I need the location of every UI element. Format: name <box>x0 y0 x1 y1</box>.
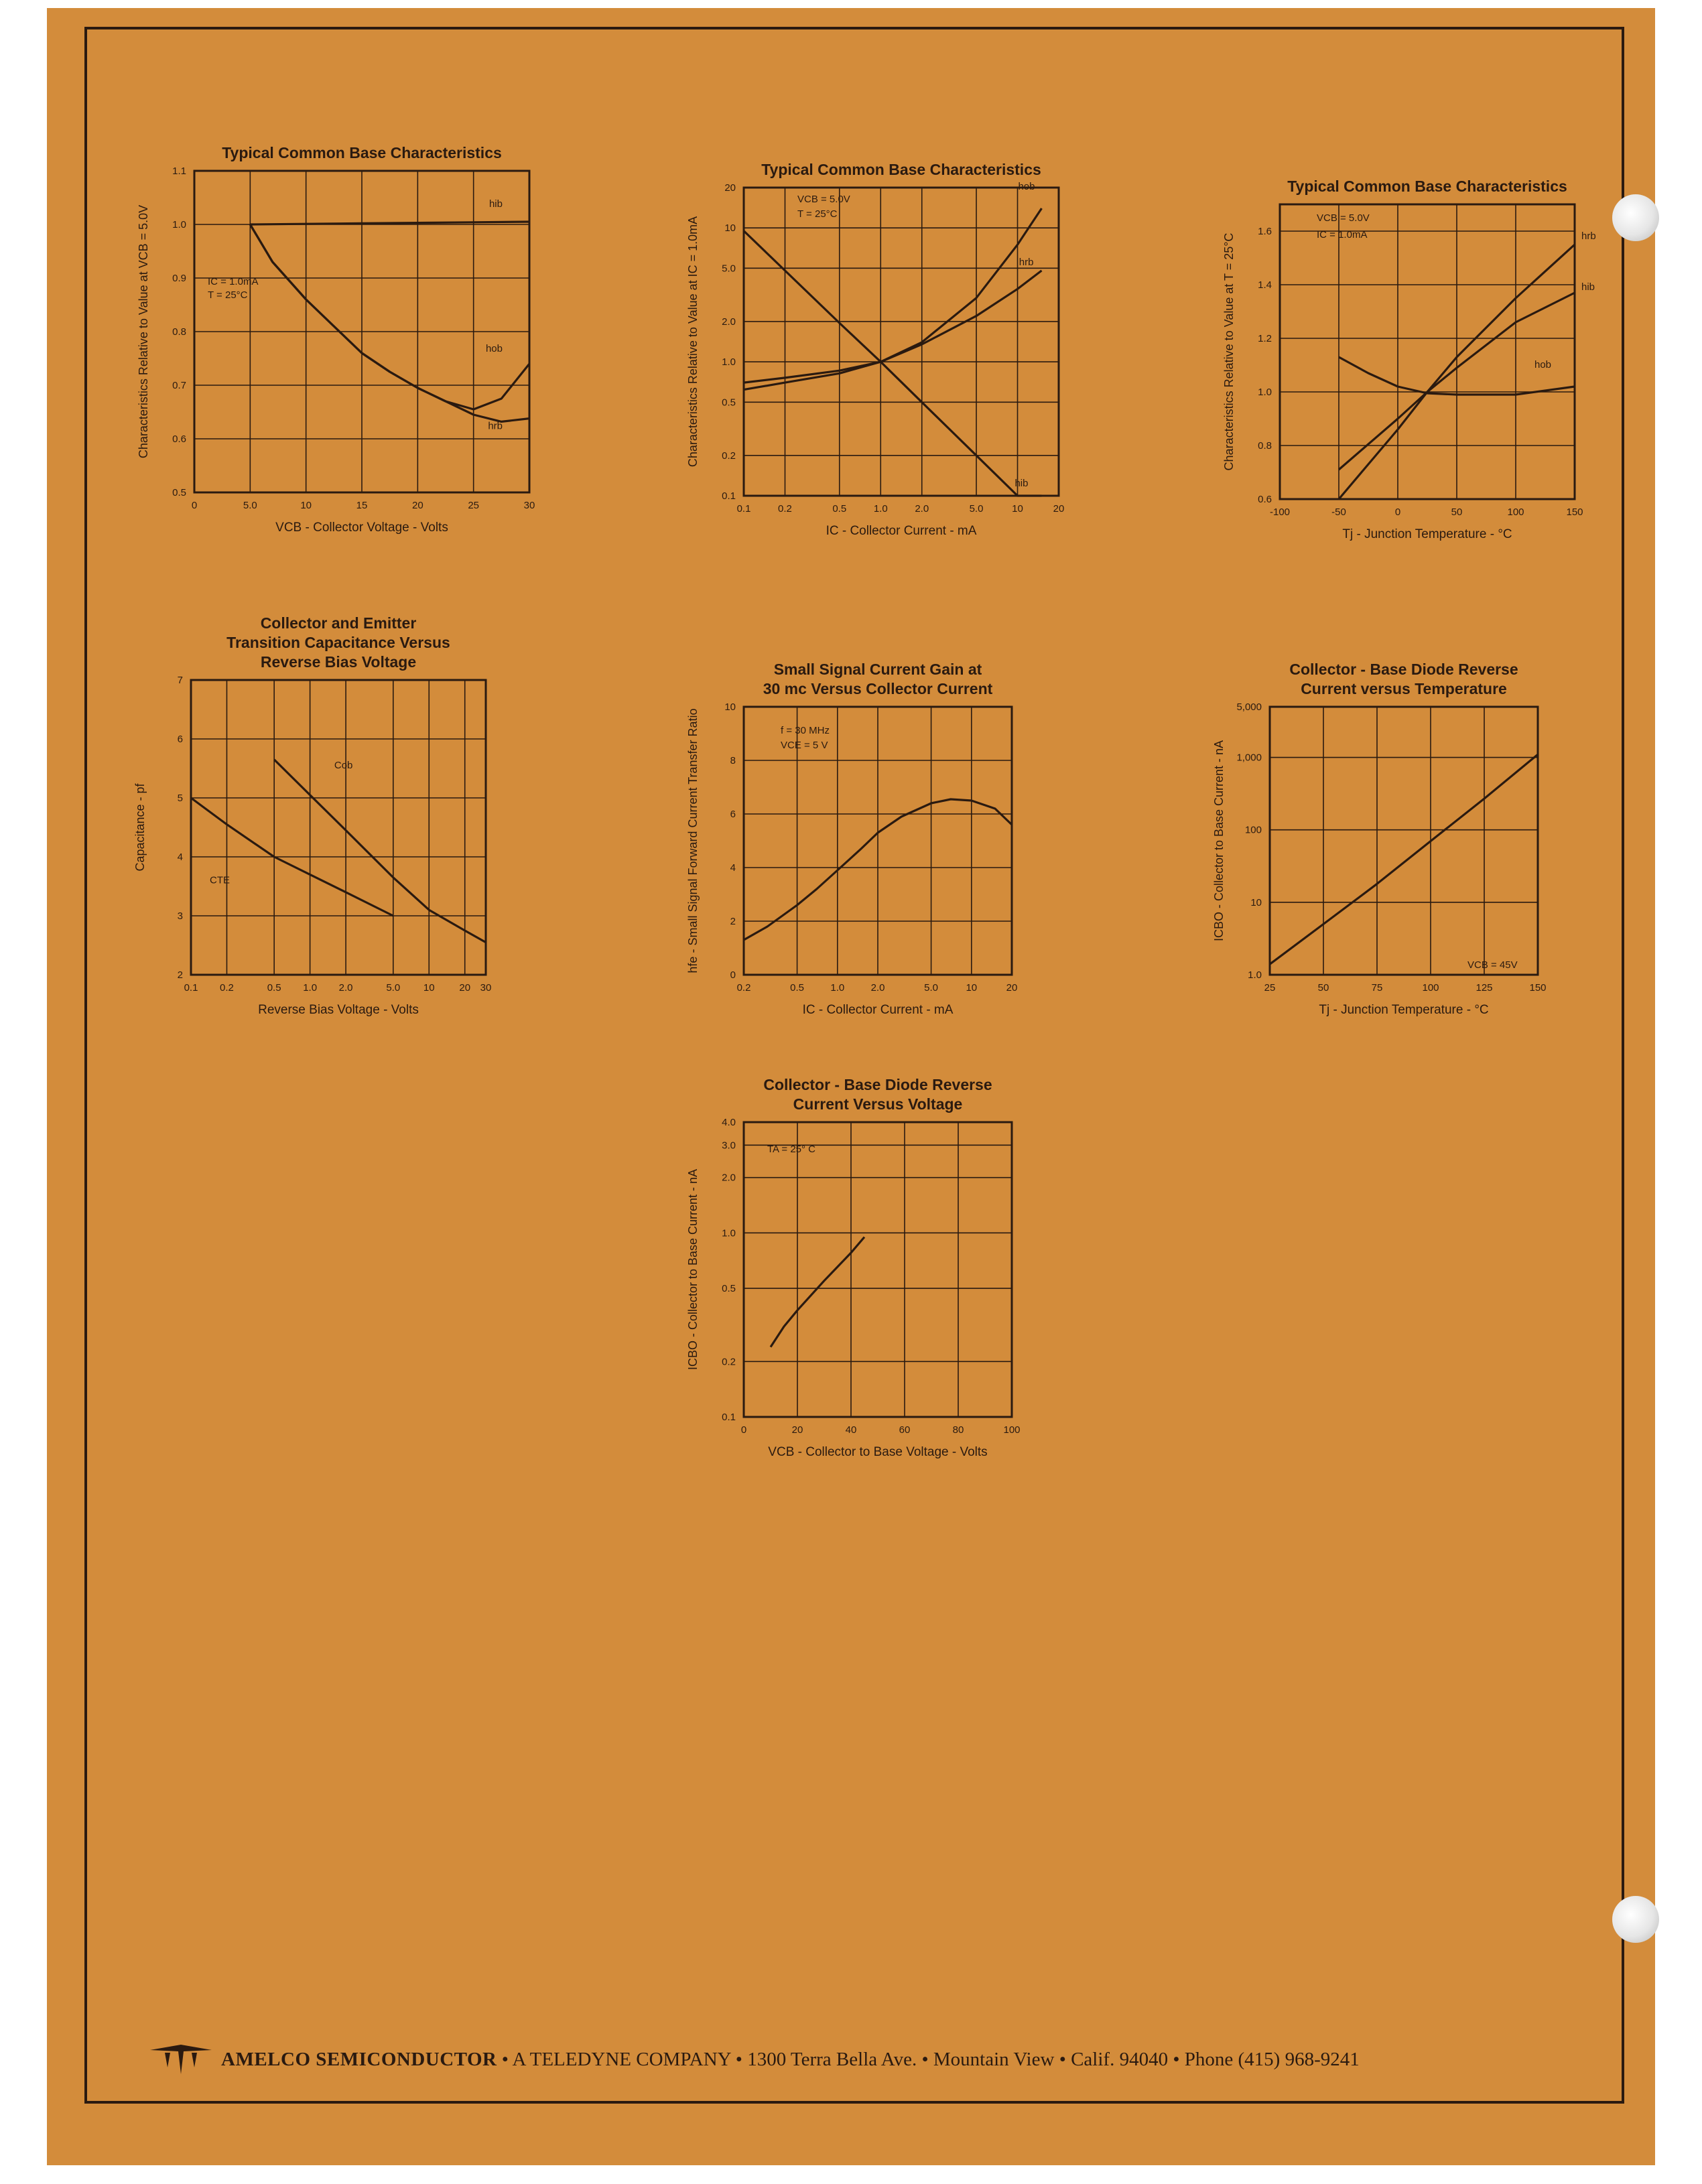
x-tick-label: 10 <box>966 982 978 994</box>
x-tick-label: 2.0 <box>870 982 885 994</box>
chart-svg <box>1213 164 1615 553</box>
y-tick-label: 1.0 <box>1258 387 1272 398</box>
chart-annotation: f = 30 MHz <box>781 725 830 736</box>
chart-title-line: Collector - Base Diode Reverse <box>763 1076 992 1093</box>
y-tick-label: 10 <box>724 222 736 234</box>
chart-annotation: VCE = 5 V <box>781 740 828 751</box>
chart-title-line: Typical Common Base Characteristics <box>1287 178 1567 195</box>
chart-svg <box>677 147 1106 549</box>
series-label: hob <box>485 343 503 354</box>
y-tick-label: 1.0 <box>1248 969 1262 981</box>
chart-svg <box>677 653 1052 1055</box>
chart-svg <box>1212 657 1601 1045</box>
y-tick-label: 20 <box>724 182 736 194</box>
y-tick-label: 3 <box>177 910 183 922</box>
x-axis-label: Tj - Junction Temperature - °C <box>1319 1003 1489 1017</box>
y-axis-label: ICBO - Collector to Base Current - nA <box>686 1168 700 1371</box>
y-tick-label: 1.0 <box>722 1227 736 1239</box>
x-axis-label: VCB - Collector to Base Voltage - Volts <box>768 1445 988 1459</box>
y-tick-label: 3.0 <box>722 1140 736 1152</box>
plot-frame <box>191 680 486 975</box>
x-tick-label: 150 <box>1529 982 1547 994</box>
x-tick-label: 0 <box>1394 506 1401 518</box>
x-tick-label: 2.0 <box>338 982 353 994</box>
x-tick-label: 30 <box>480 982 492 994</box>
phone-number: Phone (415) 968-9241 <box>1184 2049 1360 2070</box>
company-name: AMELCO SEMICONDUCTOR <box>221 2049 497 2070</box>
series-line <box>1270 754 1538 964</box>
x-tick-label: 0.5 <box>267 982 281 994</box>
chart-annotation: IC = 1.0mA <box>208 276 259 287</box>
chart-common-base-vs-vcb <box>121 134 549 549</box>
x-tick-label: 1.0 <box>303 982 318 994</box>
x-tick-label: 25 <box>468 500 480 511</box>
x-tick-label: 0.1 <box>736 503 751 515</box>
chart-svg <box>134 613 509 1028</box>
chart-annotation: TA = 25° C <box>767 1144 816 1155</box>
series-label: Cob <box>334 760 353 771</box>
chart-svg <box>683 1069 1059 1471</box>
y-tick-label: 1.0 <box>172 219 186 230</box>
chart-title-line: Typical Common Base Characteristics <box>222 144 502 161</box>
x-tick-label: 100 <box>1003 1424 1021 1436</box>
city: Mountain View <box>933 2049 1055 2070</box>
y-tick-label: 0 <box>730 969 736 981</box>
y-tick-label: 4 <box>177 851 183 863</box>
x-axis-label: IC - Collector Current - mA <box>826 524 977 538</box>
y-tick-label: 0.5 <box>172 487 186 498</box>
y-tick-label: 0.9 <box>172 273 186 284</box>
y-tick-label: 4.0 <box>722 1117 736 1128</box>
chart-annotation: VCB = 5.0V <box>1317 212 1370 224</box>
x-tick-label: 0.5 <box>832 503 847 515</box>
x-tick-label: 20 <box>411 500 423 511</box>
x-tick-label: 0.2 <box>220 982 234 994</box>
chart-annotation: T = 25°C <box>797 208 838 220</box>
y-tick-label: 0.8 <box>172 326 186 338</box>
series-label: hrb <box>1581 230 1596 242</box>
chart-common-base-vs-temperature <box>1213 164 1615 553</box>
x-axis-label: Tj - Junction Temperature - °C <box>1342 527 1512 541</box>
y-tick-label: 0.2 <box>722 450 736 462</box>
y-tick-label: 6 <box>177 734 183 745</box>
y-tick-label: 1.6 <box>1258 226 1272 237</box>
x-tick-label: 5.0 <box>969 503 984 515</box>
series-label: hib <box>1014 478 1029 489</box>
series-label: hrb <box>488 420 503 432</box>
plot-frame <box>744 1122 1012 1417</box>
y-tick-label: 0.6 <box>1258 494 1272 505</box>
x-tick-label: 30 <box>523 500 535 511</box>
chart-title-line: Reverse Bias Voltage <box>260 653 417 671</box>
x-tick-label: 10 <box>300 500 312 511</box>
x-tick-label: 60 <box>899 1424 911 1436</box>
y-axis-label: hfe - Small Signal Forward Current Transfer Ratio <box>686 708 700 973</box>
y-axis-label: Capacitance - pf <box>133 783 147 872</box>
x-tick-label: 10 <box>1012 503 1023 515</box>
x-tick-label: 10 <box>423 982 435 994</box>
x-tick-label: 100 <box>1422 982 1439 994</box>
chart-hfe-vs-ic <box>677 653 1052 1055</box>
x-axis-label: VCB - Collector Voltage - Volts <box>275 521 448 535</box>
chart-title-line: Collector - Base Diode Reverse <box>1289 661 1518 678</box>
y-tick-label: 0.2 <box>722 1356 736 1368</box>
x-tick-label: 15 <box>356 500 368 511</box>
chart-title-line: Small Signal Current Gain at <box>773 661 982 678</box>
street-address: 1300 Terra Bella Ave. <box>747 2049 917 2070</box>
y-tick-label: 2.0 <box>722 316 736 328</box>
y-tick-label: 8 <box>730 755 736 766</box>
series-label: hrb <box>1019 256 1034 268</box>
x-tick-label: 0.2 <box>778 503 792 515</box>
x-tick-label: 40 <box>845 1424 857 1436</box>
x-tick-label: 50 <box>1317 982 1329 994</box>
y-tick-label: 0.6 <box>172 433 186 445</box>
chart-svg <box>121 134 549 549</box>
chart-annotation: IC = 1.0mA <box>1317 229 1368 241</box>
state-zip: Calif. 94040 <box>1071 2049 1169 2070</box>
y-tick-label: 1.4 <box>1258 279 1272 291</box>
x-axis-label: Reverse Bias Voltage - Volts <box>258 1003 419 1017</box>
y-tick-label: 0.1 <box>722 490 736 502</box>
series-line-hob <box>744 208 1042 390</box>
chart-annotation: T = 25°C <box>208 289 248 301</box>
y-tick-label: 2.0 <box>722 1172 736 1184</box>
x-tick-label: 20 <box>1006 982 1018 994</box>
chart-annotation: VCB = 5.0V <box>797 194 850 205</box>
y-tick-label: 6 <box>730 809 736 820</box>
x-tick-label: 125 <box>1476 982 1493 994</box>
y-tick-label: 1.1 <box>172 165 186 177</box>
y-tick-label: 100 <box>1244 824 1262 836</box>
y-tick-label: 0.5 <box>722 1283 736 1295</box>
company-footer: AMELCO SEMICONDUCTOR • A TELEDYNE COMPANY • 1300 Terra Bella Ave. • Mountain View • Calif. 94040 • Phone (415) 968-9241 <box>221 2049 1360 2070</box>
y-tick-label: 1.0 <box>722 356 736 368</box>
x-tick-label: 150 <box>1566 506 1583 518</box>
binder-hole-top <box>1612 194 1659 241</box>
series-line-hob <box>250 224 529 409</box>
x-tick-label: 50 <box>1451 506 1463 518</box>
y-tick-label: 10 <box>1250 896 1262 908</box>
series-label: hob <box>1534 359 1552 370</box>
y-tick-label: 5,000 <box>1236 701 1262 713</box>
y-tick-label: 1.2 <box>1258 333 1272 344</box>
chart-common-base-vs-ic <box>677 147 1106 549</box>
series-line-cob <box>274 760 486 943</box>
chart-icbo-vs-voltage <box>683 1069 1059 1471</box>
x-tick-label: -100 <box>1269 506 1291 518</box>
y-axis-label: Characteristics Relative to Value at T = 25°C <box>1222 232 1236 471</box>
x-tick-label: 100 <box>1507 506 1524 518</box>
x-tick-label: 0.1 <box>184 982 198 994</box>
chart-title-line: 30 mc Versus Collector Current <box>763 680 993 697</box>
y-tick-label: 0.5 <box>722 397 736 409</box>
parent-company: A TELEDYNE COMPANY <box>512 2049 731 2070</box>
x-tick-label: 1.0 <box>830 982 845 994</box>
x-tick-label: 80 <box>952 1424 964 1436</box>
chart-icbo-vs-temperature <box>1212 657 1601 1045</box>
y-tick-label: 7 <box>177 675 183 686</box>
x-tick-label: 5.0 <box>924 982 939 994</box>
x-tick-label: 75 <box>1371 982 1383 994</box>
series-label: CTE <box>210 874 230 886</box>
y-tick-label: 5 <box>177 793 183 804</box>
x-tick-label: 2.0 <box>915 503 929 515</box>
x-tick-label: 0.5 <box>790 982 805 994</box>
chart-title-line: Current Versus Voltage <box>793 1095 963 1113</box>
y-axis-label: Characteristics Relative to Value at IC = 1.0mA <box>686 216 700 468</box>
teledyne-logo-icon <box>147 2045 214 2074</box>
plot-frame <box>1280 204 1575 499</box>
series-line-hrb <box>250 224 529 421</box>
x-tick-label: 20 <box>459 982 471 994</box>
x-axis-label: IC - Collector Current - mA <box>802 1003 954 1017</box>
y-tick-label: 2 <box>177 969 183 981</box>
x-tick-label: 25 <box>1264 982 1276 994</box>
y-tick-label: 0.1 <box>722 1412 736 1423</box>
y-tick-label: 0.7 <box>172 380 186 391</box>
y-tick-label: 0.8 <box>1258 440 1272 452</box>
x-tick-label: 5.0 <box>386 982 401 994</box>
chart-title-line: Current versus Temperature <box>1301 680 1507 697</box>
x-tick-label: 0 <box>740 1424 747 1436</box>
x-tick-label: 20 <box>1053 503 1065 515</box>
y-tick-label: 10 <box>724 701 736 713</box>
chart-title-line: Typical Common Base Characteristics <box>761 161 1041 178</box>
y-tick-label: 5.0 <box>722 263 736 275</box>
x-tick-label: 5.0 <box>243 500 257 511</box>
y-tick-label: 4 <box>730 862 736 874</box>
series-label: hib <box>488 198 503 210</box>
chart-annotation: VCB = 45V <box>1467 959 1518 971</box>
series-label: hob <box>1018 180 1035 192</box>
y-axis-label: Characteristics Relative to Value at VCB = 5.0V <box>137 204 150 459</box>
x-tick-label: -50 <box>1331 506 1346 518</box>
y-tick-label: 2 <box>730 916 736 927</box>
x-tick-label: 0.2 <box>736 982 751 994</box>
binder-hole-bottom <box>1612 1896 1659 1943</box>
x-tick-label: 1.0 <box>873 503 888 515</box>
y-tick-label: 1,000 <box>1236 752 1262 764</box>
x-tick-label: 0 <box>191 500 198 511</box>
plot-frame <box>744 188 1059 496</box>
series-line-hrb <box>744 271 1042 383</box>
chart-title-line: Transition Capacitance Versus <box>226 634 450 651</box>
chart-capacitance-vs-bias <box>134 613 509 1028</box>
y-axis-label: ICBO - Collector to Base Current - nA <box>1212 740 1226 942</box>
chart-title-line: Collector and Emitter <box>260 614 417 632</box>
x-tick-label: 20 <box>791 1424 803 1436</box>
series-line <box>771 1237 864 1347</box>
series-label: hib <box>1581 281 1595 293</box>
